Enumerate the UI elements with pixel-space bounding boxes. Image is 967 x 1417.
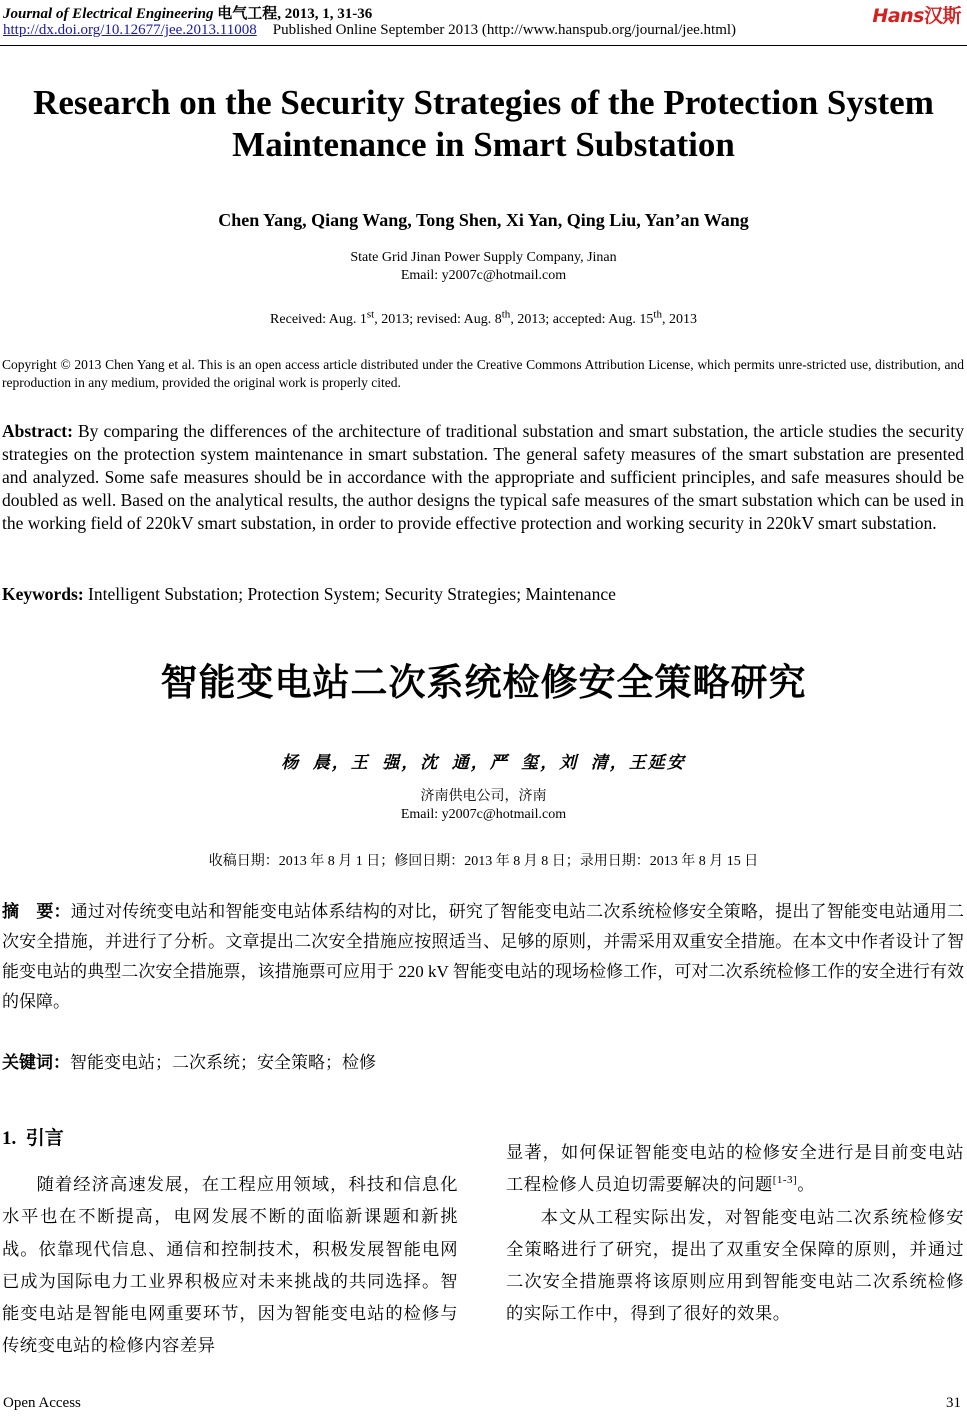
- journal-volume: , 2013, 1, 31-36: [277, 6, 373, 22]
- header-rule: [0, 45, 967, 46]
- header-links: [3, 22, 736, 39]
- title-chinese: 智能变电站二次系统检修安全策略研究: [160, 661, 807, 704]
- citation[interactable]: [1-3]: [772, 1174, 798, 1187]
- keywords-text: Intelligent Substation; Protection System; Security Strategies; Maintenance: [83, 584, 616, 604]
- doi-link[interactable]: http://dx.doi.org/10.12677/jee.2013.11008: [3, 22, 257, 38]
- copyright-notice: Copyright © 2013 Chen Yang et al. This is an open access article distributed under the Creative Commons Attribution License, which permits unre-stricted use, distribution, and reproduction in any medium, provided the original work is properly cited.: [2, 357, 964, 390]
- affiliation-english: [0, 249, 967, 285]
- revised-date: , 2013; revised: Aug. 8: [374, 312, 502, 327]
- abstract-cn-text: 通过对传统变电站和智能变电站体系结构的对比，研究了智能变电站二次系统检修安全策略，提出了智能变电站通用二次安全措施，并进行了分析。文章提出二次安全措施应按照适当、足够的原则，并需采用双重安全措施。在本文中作者设计了智能变电站的典型二次安全措施票，该措施票可应用于 220 kV 智能变电站的现场检修工作，可对二次系统检修工作的安全进行有效的保障。: [2, 902, 965, 1011]
- journal-name-cn: 电气工程: [217, 6, 278, 22]
- accepted-sup: th: [653, 308, 662, 321]
- revised-sup: th: [501, 308, 511, 321]
- footer-open-access: Open Access: [3, 1395, 81, 1411]
- authors-chinese: 杨 晨，王 强，沈 通，严 玺，刘 清，王延安: [281, 753, 686, 772]
- paragraph-end: 。: [797, 1175, 816, 1195]
- title-english: [0, 82, 967, 166]
- keywords-label: Keywords:: [2, 584, 84, 604]
- keywords-english: [2, 584, 964, 605]
- keywords-cn-text: 智能变电站；二次系统；安全策略；检修: [70, 1053, 376, 1072]
- section-title: 引言: [25, 1127, 64, 1149]
- paragraph: [506, 1137, 964, 1202]
- section-number: 1.: [2, 1128, 17, 1149]
- abstract-text: By comparing the differences of the architecture of traditional substation and smart substation, the article studies the security strategies on the protection system maintenance in smart substation. The general safety measures of the smart substation are presented and analyzed. Some safe measures should be in accordance with the appropriate and sufficient principles, and safe measures should be doubled as well. Based on the analytical results, the author designs the typical safe measures of the smart substation which can be used in the working field of 220kV smart substation, in order to provide effective protection and working security in 220kV smart substation.: [2, 421, 964, 533]
- keywords-cn-label: 关键词：: [2, 1053, 70, 1073]
- title-line-2: Maintenance in Smart Substation: [232, 125, 735, 164]
- body-column-left: [2, 1169, 458, 1363]
- dates-english: [0, 308, 967, 328]
- logo-text-cn: 汉斯: [923, 5, 961, 27]
- title-line-1: Research on the Security Strategies of the Protection System: [33, 83, 934, 122]
- paragraph: 本文从工程实际出发，对智能变电站二次系统检修安全策略进行了研究，提出了双重安全保障的原则，并通过二次安全措施票将该原则应用到智能变电站二次系统检修的实际工作中，得到了很好的效果。: [506, 1207, 964, 1324]
- paragraph-text: 显著，如何保证智能变电站的检修安全进行是目前变电站工程检修人员迫切需要解决的问题: [506, 1143, 964, 1195]
- affiliation-chinese: [0, 788, 967, 824]
- journal-name: Journal of Electrical Engineering: [3, 6, 214, 22]
- authors-english: Chen Yang, Qiang Wang, Tong Shen, Xi Yan, Qing Liu, Yan’an Wang: [218, 210, 749, 230]
- affiliation-text: State Grid Jinan Power Supply Company, Jinan: [350, 250, 617, 265]
- received-date: Received: Aug. 1: [270, 312, 367, 327]
- abstract-label: Abstract:: [2, 421, 73, 441]
- abstract-english: [2, 420, 964, 535]
- email-cn-text: Email: y2007c@hotmail.com: [400, 807, 567, 822]
- body-column-right: [506, 1137, 964, 1331]
- accepted-date: , 2013; accepted: Aug. 15: [510, 312, 654, 327]
- paragraph: 随着经济高速发展，在工程应用领域，科技和信息化水平也在不断提高，电网发展不断的面临新课题和新挑战。依靠现代信息、通信和控制技术，积极发展智能电网已成为国际电力工业界积极应对未来挑战的共同选择。智能变电站是智能电网重要环节，因为智能变电站的检修与传统变电站的检修内容差异: [2, 1175, 458, 1356]
- abstract-chinese: [2, 897, 964, 1017]
- affiliation-cn-text: 济南供电公司，济南: [420, 789, 547, 804]
- published-online: Published Online September 2013 (http://www.hanspub.org/journal/jee.html): [272, 22, 737, 38]
- logo-text-en: Hans: [872, 5, 924, 27]
- email-text: Email: y2007c@hotmail.com: [400, 268, 567, 283]
- section-heading: [2, 1123, 64, 1150]
- dates-end: , 2013: [661, 312, 697, 327]
- dates-chinese: 收稿日期：2013 年 8 月 1 日；修回日期：2013 年 8 月 8 日；录用日期：2013 年 8 月 15 日: [208, 854, 759, 869]
- received-sup: st: [366, 308, 375, 321]
- page-number: 31: [946, 1395, 961, 1411]
- journal-header: [3, 2, 372, 23]
- keywords-chinese: [2, 1048, 964, 1073]
- publisher-logo: [872, 1, 961, 28]
- abstract-cn-label: 摘 要：: [2, 902, 71, 922]
